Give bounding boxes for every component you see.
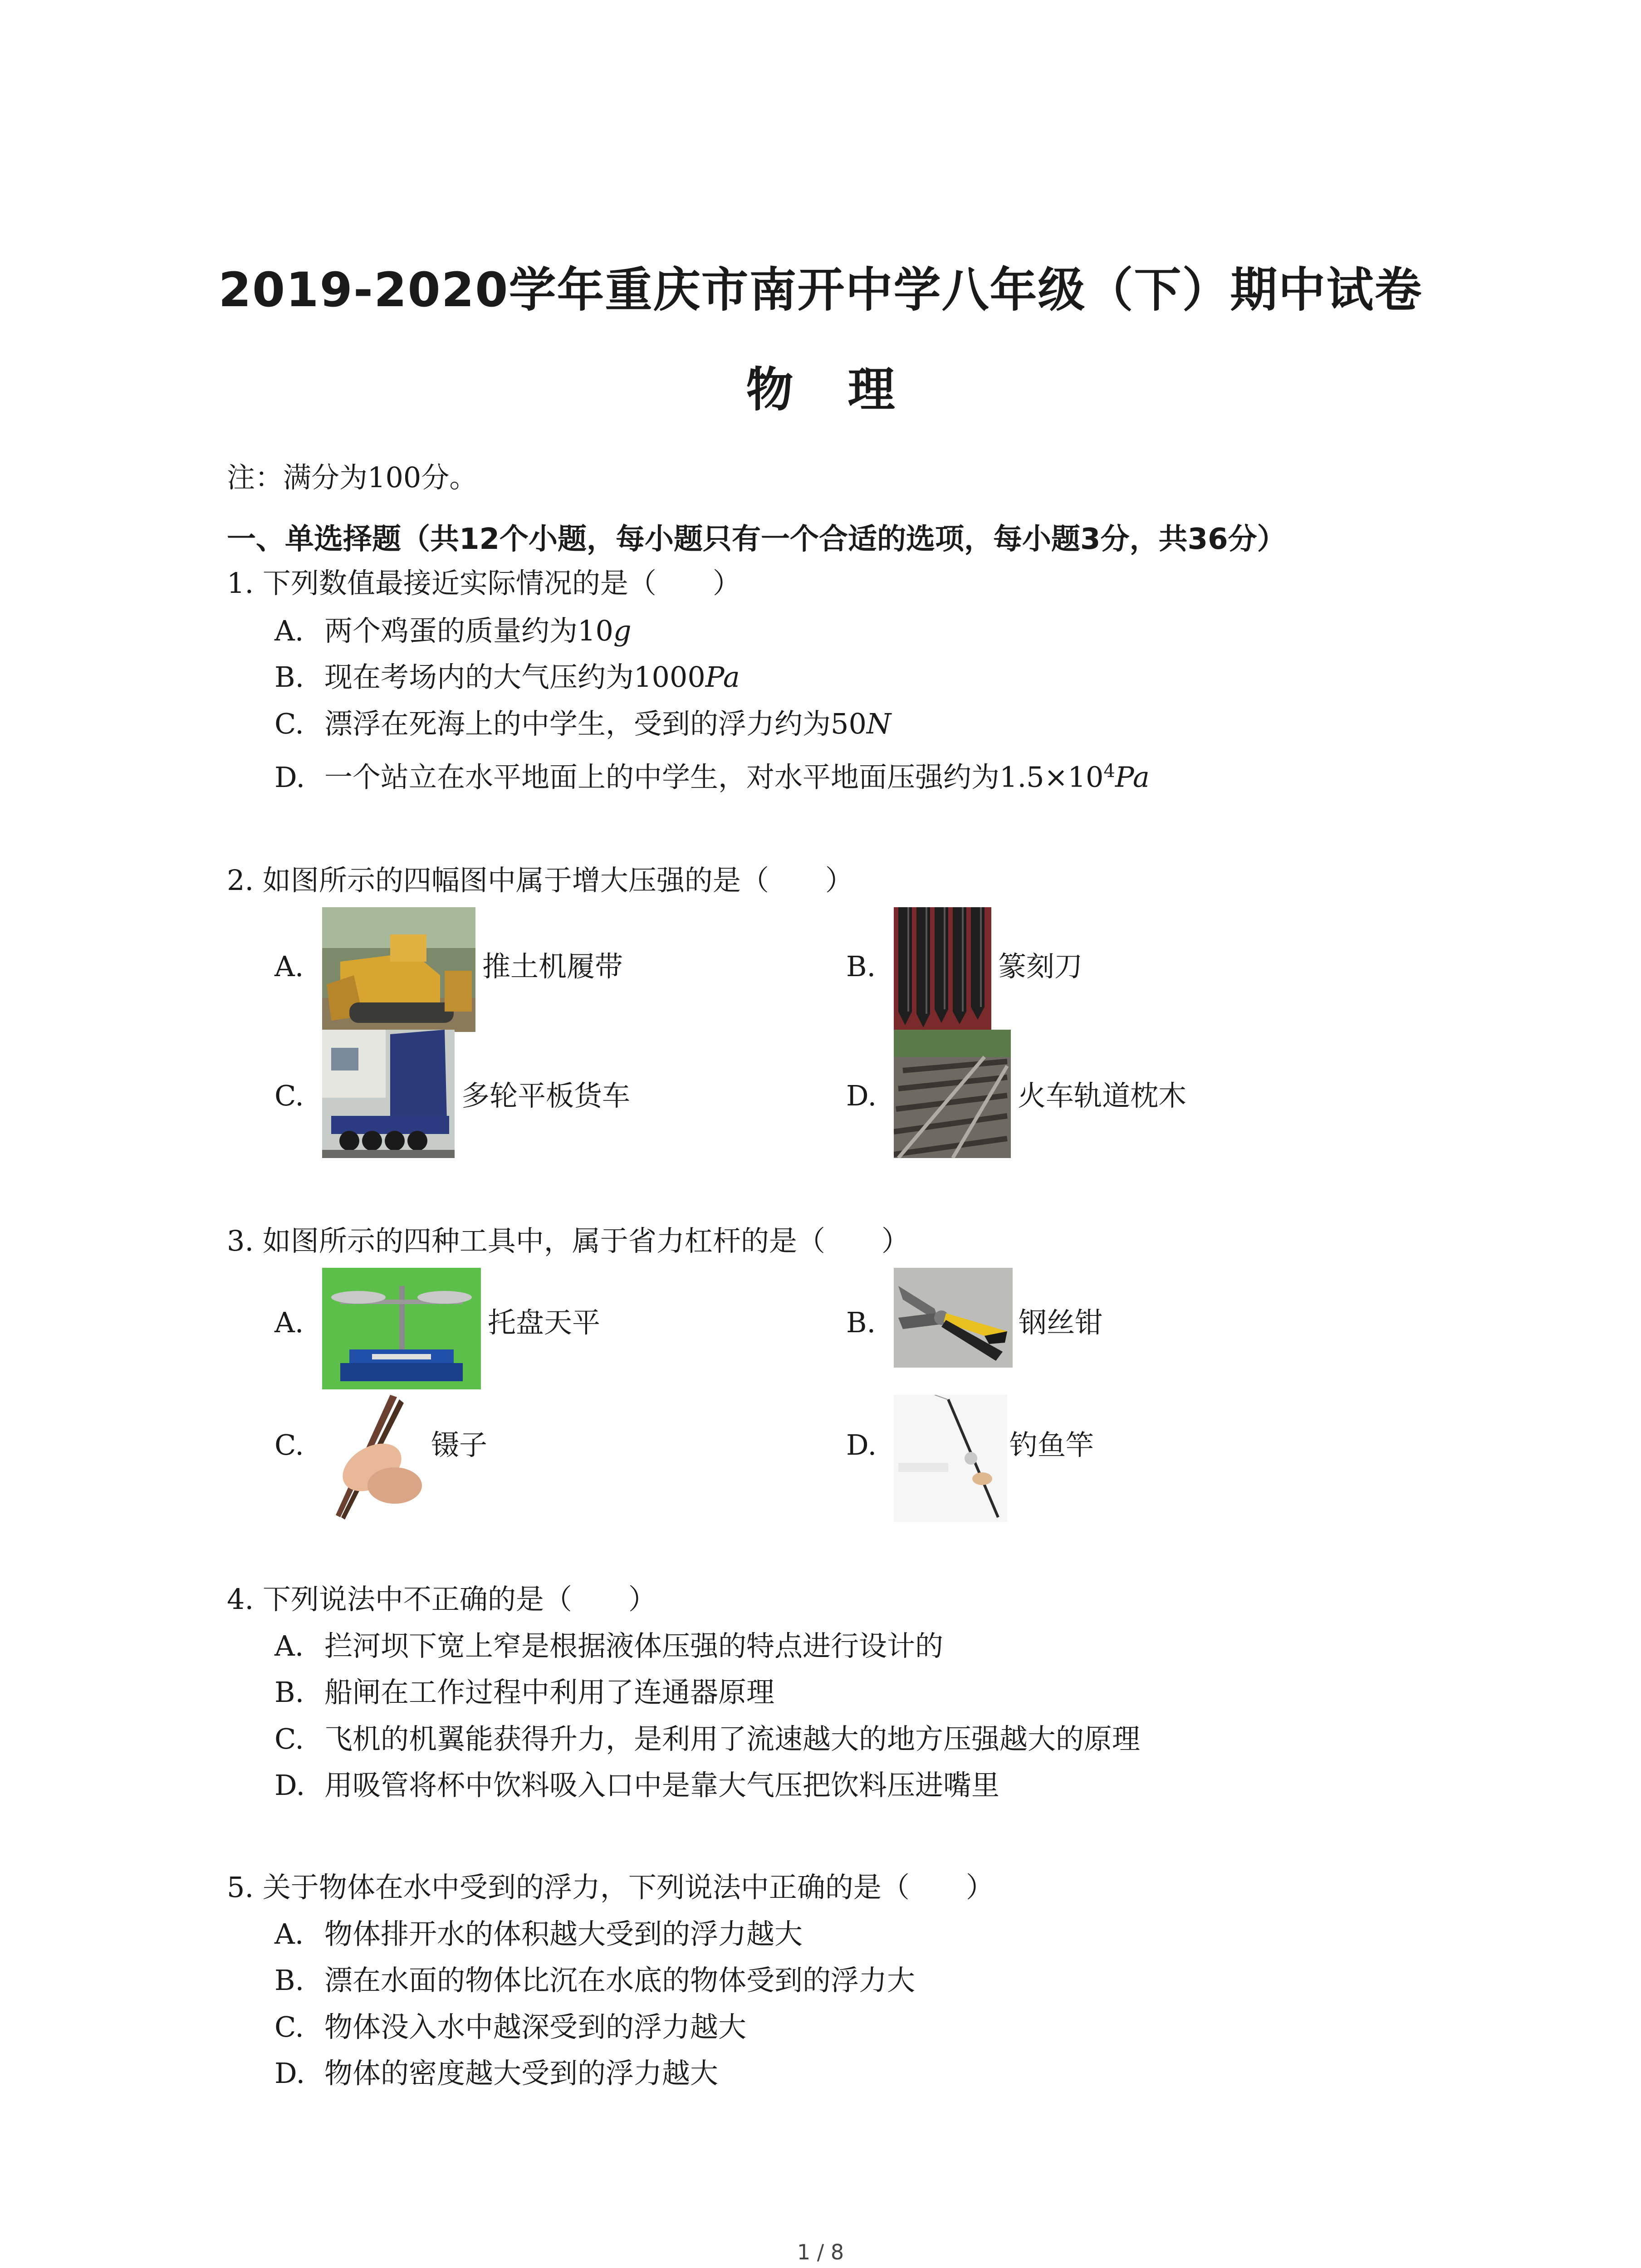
unit: N [866,707,892,740]
option-text: 物体没入水中越深受到的浮力越大 [324,2010,747,2043]
option-b [274,1676,775,1709]
option-letter: B. [274,660,304,694]
unit: g [613,614,632,647]
option-text: 拦河坝下宽上窄是根据液体压强的特点进行设计的 [324,1629,944,1662]
flatbed-truck-photo [322,1030,455,1158]
option-label: 多轮平板货车 [461,1079,631,1112]
bulldozer-photo [322,907,475,1032]
option-letter: B. [274,1964,304,1997]
question-stem: 3. 如图所示的四种工具中，属于省力杠杆的是（ ） [227,1224,910,1257]
option-c [274,1030,819,1161]
option-letter: A. [274,1917,304,1950]
option-d [274,2057,719,2090]
option-label: 托盘天平 [488,1306,601,1339]
option-letter: A. [274,1306,304,1339]
option-text: 用吸管将杯中饮料吸入口中是靠大气压把饮料压进嘴里 [324,1769,1000,1802]
option-text: 物体排开水的体积越大受到的浮力越大 [324,1917,803,1950]
option-c [274,2010,747,2043]
option-label: 篆刻刀 [998,950,1083,983]
question-stem: 2. 如图所示的四幅图中属于增大压强的是（ ） [227,864,853,897]
option-a [274,1917,803,1950]
option-a [274,907,819,1034]
option-d [846,1395,1391,1524]
pliers-photo [894,1268,1013,1368]
option-c [274,1395,819,1524]
page-title: 2019-2020学年重庆市南开中学八年级（下）期中试卷 [218,262,1423,318]
question-stem: 1. 下列数值最接近实际情况的是（ ） [227,567,741,600]
option-text: 两个鸡蛋的质量约为10 [324,614,613,647]
option-letter: D. [274,2057,305,2090]
option-letter: A. [274,1629,304,1662]
option-label: 钓鱼竿 [1009,1428,1094,1461]
option-label: 镊子 [431,1428,488,1461]
option-text: 飞机的机翼能获得升力，是利用了流速越大的地方压强越大的原理 [324,1722,1141,1755]
option-b [846,907,1391,1034]
balance-scale-photo [322,1268,481,1389]
railway-sleepers-photo [894,1030,1011,1158]
option-text: 现在考场内的大气压约为1000 [324,660,705,694]
option-letter: A. [274,950,304,983]
score-note: 注：满分为100分。 [227,461,478,494]
option-text: 船闸在工作过程中利用了连通器原理 [324,1676,775,1709]
option-b [274,660,740,694]
option-letter: D. [846,1079,877,1112]
tweezers-photo [322,1395,424,1522]
option-a [274,614,632,647]
option-letter: C. [274,707,304,740]
option-text: 物体的密度越大受到的浮力越大 [324,2057,719,2090]
option-text: 漂浮在死海上的中学生，受到的浮力约为50 [324,707,867,740]
option-text: 漂在水面的物体比沉在水底的物体受到的浮力大 [324,1964,916,1997]
option-label: 推土机履带 [482,950,623,983]
option-label: 钢丝钳 [1019,1306,1103,1339]
option-a [274,1629,944,1662]
fishing-rod-photo [894,1395,1007,1522]
option-letter: B. [846,1306,876,1339]
option-letter: D. [274,1769,305,1802]
option-a [274,1268,819,1393]
option-letter: C. [274,1428,304,1461]
option-letter: D. [274,760,305,794]
option-d [274,1769,1000,1802]
option-letter: A. [274,614,304,647]
unit: Pa [1115,760,1150,794]
subject-title: 物理 [746,362,950,417]
option-letter: C. [274,2010,304,2043]
option-c [274,707,892,740]
option-b [274,1964,916,1997]
option-letter: B. [846,950,876,983]
option-text: 一个站立在水平地面上的中学生，对水平地面压强约为1.5×10 [324,760,1104,794]
option-letter: C. [274,1079,304,1112]
option-d [274,762,1150,792]
question-stem: 4. 下列说法中不正确的是（ ） [227,1583,656,1616]
section-heading: 一、单选择题（共12个小题，每小题只有一个合适的选项，每小题3分，共36分） [227,523,1286,556]
option-letter: B. [274,1676,304,1709]
option-c [274,1722,1141,1755]
option-letter: C. [274,1722,304,1755]
option-letter: D. [846,1428,877,1461]
question-stem: 5. 关于物体在水中受到的浮力，下列说法中正确的是（ ） [227,1871,994,1904]
option-b [846,1268,1391,1393]
carving-knives-photo [894,907,991,1032]
option-label: 火车轨道枕木 [1018,1079,1187,1112]
option-d [846,1030,1391,1161]
page-number: 1 / 8 [797,2240,844,2264]
exponent: 4 [1103,761,1115,782]
unit: Pa [705,660,740,694]
